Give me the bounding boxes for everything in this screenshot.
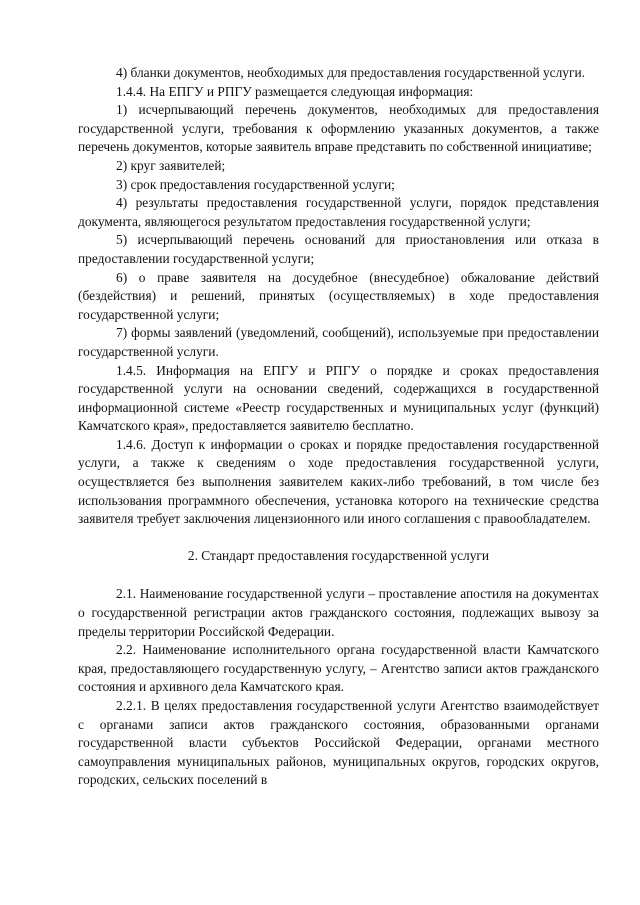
list-item-6: 6) о праве заявителя на досудебное (внесудебное) обжалование действий (бездействия) и решений, принятых (осуществляемых) в ходе предоставления государственной услуги; [78, 269, 599, 322]
paragraph-1-4-5: 1.4.5. Информация на ЕПГУ и РПГУ о порядке и сроках предоставления государственной услуги на основании сведений, содержащихся в государственной информационной системе «Реестр государственных и муниципальных услуг (функций) Камчатского края», предоставляется заявителю бесплатно. [78, 362, 599, 434]
section-2-heading: 2. Стандарт предоставления государственной услуги [187, 547, 490, 563]
list-item-7: 7) формы заявлений (уведомлений, сообщений), используемые при предоставлении государственной услуги. [78, 325, 599, 359]
list-item-3: 3) срок предоставления государственной услуги; [116, 176, 395, 192]
paragraph-2-2-1: 2.2.1. В целях предоставления государственной услуги Агентство взаимодействует с органами записи актов гражданского состояния, образованными органами государственной власти субъектов Российской Федерации, органами местного самоуправления муниципальных районов, муниципальных округов, городских округов, городских, сельских поселений в [78, 698, 599, 788]
paragraph-2-1: 2.1. Наименование государственной услуги – проставление апостиля на документах о государственной регистрации актов гражданского состояния, подлежащих вывозу за пределы территории Российской Федерации. [78, 586, 599, 639]
paragraph-1-4-4: 1.4.4. На ЕПГУ и РПГУ размещается следующая информация: [116, 83, 474, 99]
paragraph-item-4-blanks: 4) бланки документов, необходимых для предоставления государственной услуги. [116, 65, 585, 80]
list-item-4: 4) результаты предоставления государственной услуги, порядок представления документа, являющегося результатом предоставления государственной услуги; [78, 195, 599, 229]
list-item-1: 1) исчерпывающий перечень документов, необходимых для предоставления государственной услуги, требования к оформлению указанных документов, а также перечень документов, которые заявитель вправе представить по собственной инициативе; [78, 102, 599, 155]
list-item-2: 2) круг заявителей; [116, 157, 226, 173]
paragraph-1-4-6: 1.4.6. Доступ к информации о сроках и порядке предоставления государственной услуги, а также к сведениям о ходе предоставления государственной услуги, осуществляется без выполнения заявителем каких-либо требований, в том числе без использования программного обеспечения, установка которого на технические средства заявителя требует заключения лицензионного или иного соглашения с правообладателем. [78, 436, 599, 527]
paragraph-2-2: 2.2. Наименование исполнительного органа государственной власти Камчатского края, предоставляющего государственную услугу, – Агентство записи актов гражданского состояния и архивного дела Камчатского края. [78, 642, 599, 695]
document-body [78, 64, 599, 790]
list-item-5: 5) исчерпывающий перечень оснований для приостановления или отказа в предоставлении государственной услуги; [78, 232, 599, 266]
